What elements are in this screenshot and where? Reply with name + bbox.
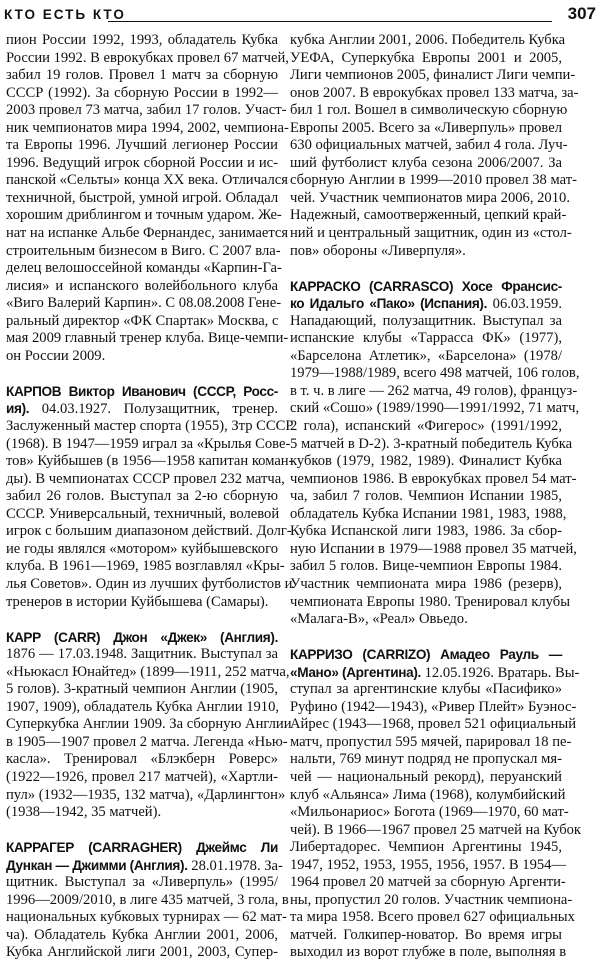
text-line: тов» Куйбышев (в 1956—1958 капитан коман- xyxy=(6,453,294,470)
text-line: Европы 2005. Всего за «Ливерпуль» провел xyxy=(290,119,562,136)
entry-gap xyxy=(290,629,562,647)
text-line: ступал за аргентинские клубы «Пасифико» xyxy=(290,681,562,698)
text-line: клуб «Альянса» Лима (1968), колумбийский xyxy=(290,786,566,803)
entry-karpin-continuation xyxy=(6,32,289,365)
text-line: матчей. Голкипер-новатор. Во время игры xyxy=(290,926,562,943)
entry-heading: «Мано» (Аргентина). 12.05.1926. Вратарь. Вы- xyxy=(290,664,580,681)
text-line: Айрес (1943—1968, провел 521 официальный xyxy=(290,716,577,733)
entry-body xyxy=(6,418,294,611)
text-line: Либертадорес. Чемпион Аргентины 1945, xyxy=(290,839,562,856)
entry-heading: КАРР (CARR) Джон «Джек» (Англия). xyxy=(6,629,278,645)
text-line: 2003 провел 73 матча, забил 17 голов. Участ- xyxy=(6,102,287,119)
left-column xyxy=(6,32,294,962)
entry-heading: Дункан — Джимми (Англия). 28.01.1978. За- xyxy=(6,857,283,874)
text-line: Кубка Испанской лиги 1983, 1986. За сбор- xyxy=(290,523,562,540)
entry-carragher xyxy=(6,839,289,962)
text-line: «Барселона Атлетик», «Барселона» (1978/ xyxy=(290,347,562,364)
text-line: 1979—1988/1989, всего 498 матчей, 106 голов, xyxy=(290,365,580,382)
text-line: забил 26 голов. Выступал за 2-ю сборную xyxy=(6,488,278,505)
entry-karr xyxy=(6,629,292,822)
text-line: ский «Сошо» (1989/1990—1991/1992, 71 матч, xyxy=(290,400,580,417)
entry-carrasco xyxy=(290,278,580,629)
entry-heading: КАРПОВ Виктор Иванович (СССР, Росс- xyxy=(6,383,278,399)
text-line: он России 2009. xyxy=(6,347,106,364)
entry-heading: КАРРАГЕР (CARRAGHER) Джеймс Ли xyxy=(6,840,278,856)
text-line: 1876 — 17.03.1948. Защитник. Выступал за xyxy=(6,646,278,663)
text-line: ший футболист клуба сезона 2006/2007. За xyxy=(290,154,562,171)
text-line: Руфино (1942—1943), «Ривер Плейт» Буэнос- xyxy=(290,698,577,715)
text-line: матч, пропустил 595 мячей, парировал 18 пе- xyxy=(290,733,572,750)
text-line: чей. Участник чемпионатов мира 2006, 2010. xyxy=(290,189,570,206)
text-line: делец велошоссейной команды «Карпин-Га- xyxy=(6,260,282,277)
entry-heading: ия). 04.03.1927. Полузащитник, тренер. xyxy=(6,401,278,418)
text-line: хорошим дриблингом и точным ударом. Же- xyxy=(6,207,282,224)
text-line: щитник. Выступал за «Ливерпуль» (1995/ xyxy=(6,874,278,891)
text-line: 2 гола), испанский «Фигерос» (1991/1992, xyxy=(290,418,562,435)
text-line: испанские клубы «Таррасса ФК» (1977), xyxy=(290,330,562,347)
page-number: 307 xyxy=(567,4,596,23)
text-line: обладатель Кубка Испании 1981, 1983, 1988, xyxy=(290,505,567,522)
text-line: Нападающий, полузащитник. Выступал за xyxy=(290,312,562,329)
text-line: сборную Англии в 1999—2010 провел 38 мат- xyxy=(290,172,577,189)
text-line: пул» (1932—1935, 132 матча), «Дарлингтон» xyxy=(6,786,286,803)
entry-carragher-continuation xyxy=(290,32,579,260)
header-rule xyxy=(108,21,552,22)
text-line: пов» обороны «Ливерпуля». xyxy=(290,242,466,259)
text-line: та мира 1958. Всего провел 627 официальных xyxy=(290,909,575,926)
entry-karpov xyxy=(6,383,294,611)
text-line: в 1905—1907 провел 2 матча. Легенда «Нью- xyxy=(6,733,288,750)
text-line: УЕФА, Суперкубка Европы 2001 и 2005, xyxy=(290,49,562,66)
text-line: 1996. Ведущий игрок сборной России и ис- xyxy=(6,154,278,171)
text-line: игрок с большим диапазоном действий. Долг- xyxy=(6,523,292,540)
text-line: «Малага-В», «Реал» Овьедо. xyxy=(290,611,468,628)
text-line: забил 19 голов. Провел 1 матч за сборную xyxy=(6,67,278,84)
text-line: СССР. Универсальный, техничный, волевой xyxy=(6,505,280,522)
entry-body xyxy=(6,874,289,962)
text-line: 5 голов). 3-кратный чемпион Англии (1905, xyxy=(6,681,278,698)
text-line: та Европы 1996. Лучший легионер России xyxy=(6,137,278,154)
text-line: Заслуженный мастер спорта (1955), Зтр СССР xyxy=(6,418,294,435)
text-line: ральный директор «ФК Спартак» Москва, с xyxy=(6,312,279,329)
text-line: 1947, 1952, 1953, 1955, 1956, 1957. В 1954— xyxy=(290,856,567,873)
text-line: чемпионов 1986. В еврокубках провел 54 мат- xyxy=(290,470,577,487)
text-line: кубков (1979, 1982, 1989). Финалист Кубка xyxy=(290,453,562,470)
text-line: 1907, 1909), обладатель Кубка Англии 1910, xyxy=(6,698,280,715)
text-line: Лиги чемпионов 2005, финалист Лиги чемпи- xyxy=(290,67,576,84)
text-line: техничной, быстрой, умной игрой. Обладал xyxy=(6,189,279,206)
entry-gap xyxy=(6,822,278,840)
entry-carrizo xyxy=(290,646,582,962)
text-line: чемпионата Европы 1980. Тренировал клубы xyxy=(290,593,570,610)
text-line: «Виго Валерий Карпин». С 08.08.2008 Гене- xyxy=(6,295,282,312)
entry-gap xyxy=(6,611,278,629)
text-line: бил 1 гол. Вошел в символическую сборную xyxy=(290,102,568,119)
running-header xyxy=(4,6,596,28)
section-title: КТО ЕСТЬ КТО xyxy=(4,7,126,22)
text-line: ны, пропустил 20 голов. Участник чемпиона- xyxy=(290,891,573,908)
text-line: «Мильонариос» Богота (1969—1970, 60 мат- xyxy=(290,804,569,821)
text-line: СССР (1992). За сборную России в 1992— xyxy=(6,84,278,101)
text-line: ча). Обладатель Кубка Англии 2001, 2006, xyxy=(6,926,278,943)
entry-heading: КАРРИЗО (CARRIZO) Амадео Рауль — xyxy=(290,647,562,663)
text-line: лья Советов». Один из лучших футболистов и xyxy=(6,575,293,592)
entry-body xyxy=(290,681,582,962)
text-line: чей — национальный рекорд), перуанский xyxy=(290,768,562,785)
text-line: 1964 провел 20 матчей за сборную Аргенти- xyxy=(290,874,566,891)
text-line: «Ньюкасл Юнайтед» (1899—1911, 252 матча, xyxy=(6,663,290,680)
text-line: Кубка Английской лиги 2001, 2003, Супер- xyxy=(6,944,278,961)
text-line: ную Испании в 1979—1988 провел 35 матчей, xyxy=(290,540,577,557)
text-line: пион России 1992, 1993, обладатель Кубка xyxy=(6,32,278,48)
text-line: ча, забил 7 голов. Чемпион Испании 1985, xyxy=(290,488,562,505)
text-line: Суперкубка Англии 1909. За сборную Англии xyxy=(6,716,292,733)
text-line: нат на испанке Альбе Фернандес, занимается xyxy=(6,225,289,242)
text-line: тренеров в истории Куйбышева (Самары). xyxy=(6,593,269,610)
text-line: клуба. В 1961—1969, 1985 возглавлял «Кры- xyxy=(6,558,285,575)
text-line: кубка Англии 2001, 2006. Победитель Кубка xyxy=(290,32,566,48)
entry-gap xyxy=(290,260,562,278)
text-line: Надежный, самоотверженный, цепкий край- xyxy=(290,207,567,224)
text-line: мая 2009 главный тренер клуба. Вице-чемпи- xyxy=(6,330,289,347)
entry-body xyxy=(6,646,292,821)
text-line: строительным бизнесом в Виго. С 2007 вла- xyxy=(6,242,281,259)
entry-heading: КАРРАСКО (CARRASCO) Хосе Франсис- xyxy=(290,278,562,294)
text-line: касла». Тренировал «Блэкберн Роверс» xyxy=(6,751,278,768)
entry-heading: ко Идальго «Пако» (Испания). 06.03.1959. xyxy=(290,296,563,313)
text-line: чей). В 1966—1967 провел 25 матчей на Кубок xyxy=(290,821,582,838)
text-line: онов 2007. В еврокубках провел 133 матча, за- xyxy=(290,84,579,101)
entry-body xyxy=(290,312,580,629)
text-line: в т. ч. в лиге — 262 матча, 49 голов), француз- xyxy=(290,382,578,399)
text-line: России 1992. В еврокубках провел 67 матчей, xyxy=(6,49,289,66)
text-line: (1968). В 1947—1959 играл за «Крылья Сове- xyxy=(6,435,291,452)
text-line: выходил из ворот глубже в поле, выполняя в xyxy=(290,944,567,961)
right-column xyxy=(290,32,582,962)
text-line: забил 5 голов. Вице-чемпион Европы 1984. xyxy=(290,558,562,575)
text-line: ник чемпионатов мира 1994, 2002, чемпиона- xyxy=(6,119,289,136)
text-line: нальти, 769 минут подряд не пропускал мя- xyxy=(290,751,562,768)
text-line: (1938—1942, 35 матчей). xyxy=(6,804,162,821)
text-line: панской «Сельты» конца XX века. Отличался xyxy=(6,172,288,189)
text-line: 5 матчей в D-2). 3-кратный победитель Кубка xyxy=(290,435,573,452)
text-line: национальных кубковых турнирах — 62 мат- xyxy=(6,909,287,926)
text-line: 1996—2009/2010, в лиге 435 матчей, 3 гола, в xyxy=(6,891,289,908)
text-line: лисия» и испанского волейбольного клуба xyxy=(6,277,278,294)
text-line: 630 официальных матчей, забил 4 гола. Луч- xyxy=(290,137,568,154)
text-line: ие годы являлся «мотором» куйбышевского xyxy=(6,540,278,557)
entry-gap xyxy=(6,365,278,383)
text-line: ды). В чемпионатах СССР провел 232 матча, xyxy=(6,470,285,487)
text-line: ний и центральный защитник, один из «стол- xyxy=(290,225,572,242)
text-line: Участник чемпионата мира 1986 (резерв), xyxy=(290,575,562,592)
text-line: (1922—1926, провел 217 матчей), «Хартли- xyxy=(6,768,278,785)
